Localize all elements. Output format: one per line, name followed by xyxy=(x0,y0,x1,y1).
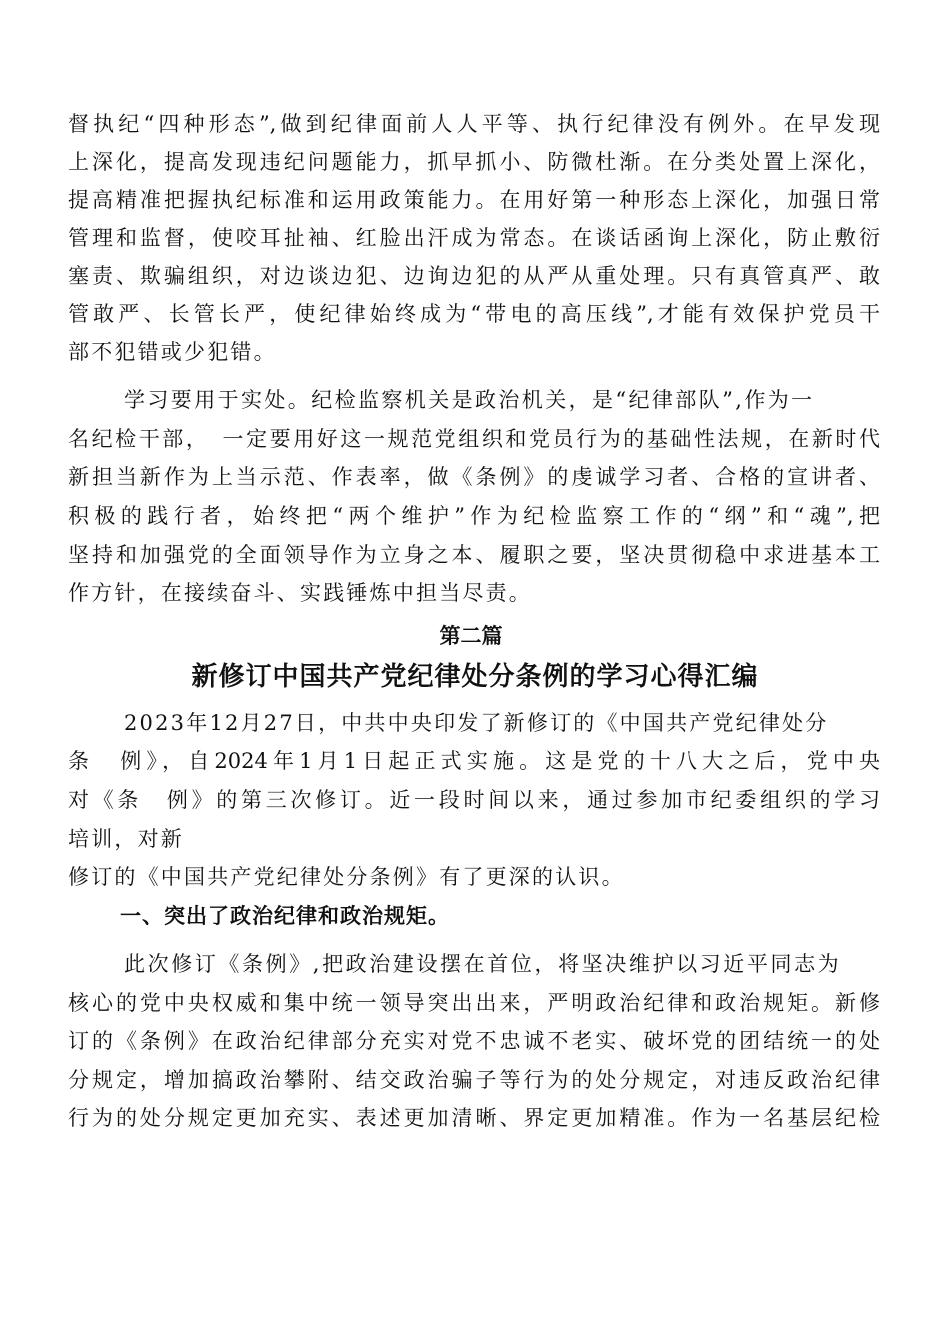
paragraph-line: 提高精准把握执纪标准和运用政策能力。在用好第一种形态上深化，加强日常 xyxy=(68,188,880,212)
paragraph-line: 对《条 例》的第三次修订。近一段时间以来，通过参加市纪委组织的学习 xyxy=(68,788,880,812)
paragraph-line: 修订的《中国共产党纪律处分条例》有了更深的认识。 xyxy=(68,865,625,889)
section-title: 新修订中国共产党纪律处分条例的学习心得汇编 xyxy=(191,662,759,692)
paragraph-line: 名纪检干部， 一定要用好这一规范党组织和党员行为的基础性法规，在新时代 xyxy=(68,427,880,451)
paragraph-line: 条 例》，自2024年1月1日起正式实施。这是党的十八大之后，党中央 xyxy=(68,749,880,773)
paragraph-line: 分规定，增加搞政治攀附、结交政治骗子等行为的处分规定，对违反政治纪律 xyxy=(68,1068,880,1092)
paragraph-line: 坚持和加强党的全面领导作为立身之本、履职之要，坚决贯彻稳中求进基本工 xyxy=(68,543,880,567)
paragraph-line: 新担当新作为上当示范、作表率，做《条例》的虔诚学习者、合格的宣讲者、 xyxy=(68,465,880,489)
paragraph-line: 部不犯错或少犯错。 xyxy=(68,340,277,364)
paragraph-line: 上深化，提高发现违纪问题能力，抓早抓小、防微杜渐。在分类处置上深化， xyxy=(68,150,880,174)
subsection-heading: 一、突出了政治纪律和政治规矩。 xyxy=(120,904,450,928)
paragraph-line: 订的《条例》在政治纪律部分充实对党不忠诚不老实、破坏党的团结统一的处 xyxy=(68,1029,880,1053)
paragraph-line: 塞责、欺骗组织，对边谈边犯、边询边犯的从严从重处理。只有真管真严、敢 xyxy=(68,264,880,288)
paragraph-line: 积极的践行者，始终把“两个维护”作为纪检监察工作的“纲”和“魂”,把 xyxy=(68,504,880,528)
paragraph-line: 督执纪“四种形态”,做到纪律面前人人平等、执行纪律没有例外。在早发现 xyxy=(68,112,880,136)
paragraph-line: 管理和监督，使咬耳扯袖、红脸出汗成为常态。在谈话函询上深化，防止敷衍 xyxy=(68,226,880,250)
paragraph-line: 此次修订《条例》,把政治建设摆在首位，将坚决维护以习近平同志为 xyxy=(124,952,842,976)
paragraph-line: 作方针，在接续奋斗、实践锤炼中担当尽责。 xyxy=(68,581,532,605)
paragraph-line: 学习要用于实处。纪检监察机关是政治机关，是“纪律部队”,作为一 xyxy=(124,388,815,412)
paragraph-line: 2023年12月27日，中共中央印发了新修订的《中国共产党纪律处分 xyxy=(124,711,829,735)
paragraph-line: 培训，对新 xyxy=(68,827,184,851)
section-label: 第二篇 xyxy=(439,624,503,648)
paragraph-line: 核心的党中央权威和集中统一领导突出出来，严明政治纪律和政治规矩。新修 xyxy=(68,991,880,1015)
paragraph-line: 管敢严、长管长严，使纪律始终成为“带电的高压线”,才能有效保护党员干 xyxy=(68,302,880,326)
paragraph-line: 行为的处分规定更加充实、表述更加清晰、界定更加精准。作为一名基层纪检 xyxy=(68,1106,880,1130)
